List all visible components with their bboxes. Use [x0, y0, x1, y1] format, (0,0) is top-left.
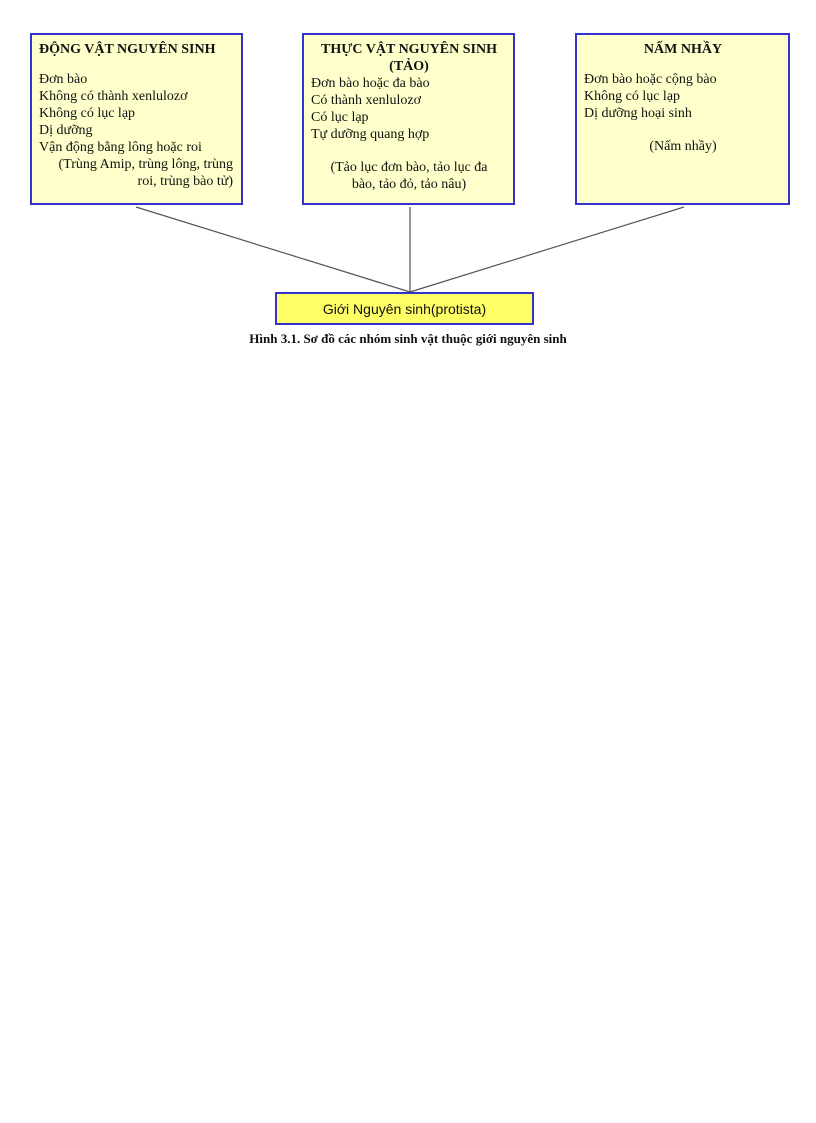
group-box-animal-protists: [30, 33, 243, 205]
trait-item: Đơn bào: [39, 72, 88, 87]
trait-item: Vận động bằng lông hoặc roi: [39, 140, 202, 155]
group-title: ĐỘNG VẬT NGUYÊN SINH: [39, 42, 216, 57]
figure-caption: Hình 3.1. Sơ đồ các nhóm sinh vật thuộc giới nguyên sinh: [249, 331, 567, 346]
trait-list: [311, 75, 507, 143]
trait-item: Tự dưỡng quang hợp: [311, 127, 430, 142]
group-examples: [39, 156, 235, 190]
group-title-line: THỰC VẬT NGUYÊN SINH: [321, 42, 497, 57]
root-label: Giới Nguyên sinh(protista): [322, 300, 487, 317]
trait-item: Dị dưỡng: [39, 123, 93, 138]
group-title-line: (TẢO): [389, 59, 429, 74]
group-box-slime-molds: [575, 33, 790, 205]
trait-item: Có thành xenlulozơ: [311, 93, 422, 108]
group-box-plant-protists: [302, 33, 515, 205]
trait-item: Đơn bào hoặc cộng bào: [584, 72, 717, 87]
example-line: (Tảo lục đơn bào, tảo lục đa: [330, 160, 488, 175]
trait-item: Không có thành xenlulozơ: [39, 89, 188, 104]
trait-item: Không có lục lạp: [584, 89, 681, 104]
example-line: bào, tảo đỏ, tảo nâu): [351, 177, 467, 192]
trait-item: Có lục lạp: [311, 110, 369, 125]
example-line: roi, trùng bào tử): [137, 174, 233, 189]
trait-list: [39, 71, 235, 156]
connector-left: [136, 207, 410, 292]
group-examples: [311, 159, 507, 193]
connector-right: [410, 207, 684, 292]
example-line: (Trùng Amip, trùng lông, trùng: [58, 157, 233, 172]
group-title: NẤM NHẦY: [643, 42, 723, 57]
example-line: (Nấm nhầy): [649, 139, 717, 154]
root-node-protista: [275, 292, 534, 325]
group-title: [311, 41, 507, 75]
trait-item: Đơn bào hoặc đa bào: [311, 76, 430, 91]
group-examples: [584, 138, 782, 155]
trait-item: Dị dưỡng hoại sinh: [584, 106, 692, 121]
trait-item: Không có lục lạp: [39, 106, 136, 121]
trait-list: [584, 71, 782, 122]
